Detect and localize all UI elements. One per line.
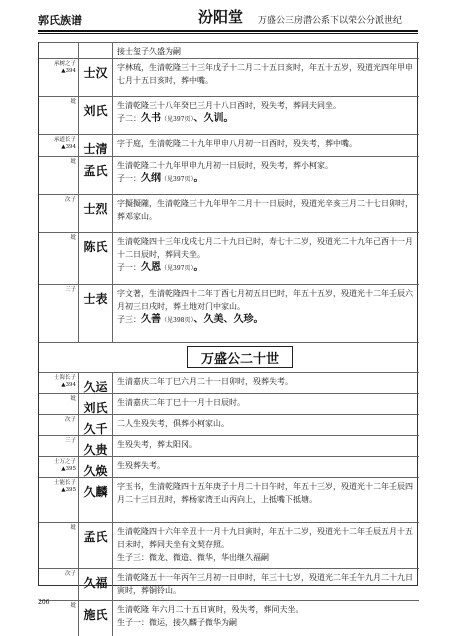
biography-text: 生清乾隆二十九年甲申九月初一日辰时，殁失考，葬小柯家。 [117, 161, 333, 170]
table-row [39, 156, 419, 194]
sons-line [117, 172, 415, 186]
biography-cell [117, 287, 415, 327]
table-row [39, 522, 419, 568]
table-row [39, 58, 419, 96]
biography-cell [117, 235, 415, 275]
header-rule-thin [38, 33, 418, 34]
table-row [39, 477, 419, 522]
biography-text: 字擬擬隴，生清乾隆三十九年甲午二月十一日辰时，殁道光辛亥三月二十七日卯时，葬邓家山。 [117, 199, 413, 221]
person-name: 孟氏 [79, 157, 113, 194]
page-reference: （见397页） [161, 176, 194, 183]
biography-cell [117, 45, 415, 58]
person-name [79, 43, 113, 58]
son-name-more: 、久美、久珍。 [193, 314, 264, 325]
table-row [39, 435, 419, 456]
biography-text: 生清乾隆 年六月二十五日寅时，殁失考，葬同夫坐。 [117, 605, 304, 614]
biography-cell [117, 375, 415, 388]
biography-text: 生清乾隆四十六年辛丑十一月十九日寅时，年五十二岁，殁道光十二年壬辰五月十五日未时，葬同夫坐有文契存照。 [117, 527, 413, 549]
header-rule [38, 30, 418, 32]
person-name: 陈氏 [79, 233, 113, 284]
sons-line [117, 313, 415, 327]
biography-cell [117, 438, 415, 451]
generation-banner: 万盛公二十世 [187, 346, 293, 368]
table-row [39, 372, 419, 393]
biography-cell [117, 603, 415, 629]
person-name: 士清 [79, 135, 113, 156]
relation-cell: 士能长子▲395 [39, 478, 79, 522]
biography-text: 生清乾隆三十八年癸巳三月十八日酉时，殁失考，葬同夫同坐。 [117, 101, 341, 110]
table-row [39, 134, 419, 156]
branch-subtitle: 万盛公三房潜公系下以荣公分派世纪 [258, 16, 403, 26]
relation-cell: 妣 [39, 601, 79, 636]
relation-cell: 妣 [39, 157, 79, 194]
table-row [39, 414, 419, 435]
son-name-more: 、久训。 [193, 113, 234, 124]
son-names-plain: 微龙、微造、微华，华出继久福嗣 [149, 553, 269, 562]
genealogy-title: 郭氏族谱 [38, 14, 82, 27]
relation-cell: 妣 [39, 97, 79, 134]
sons-line [117, 551, 415, 564]
biography-text: 字于庭，生清乾隆二十九年甲申八月初一日酉时，殁失考，葬中嘴。 [117, 139, 357, 148]
relation-cell: 妣 [39, 523, 79, 568]
sons-prefix: 生子一： [117, 618, 149, 627]
person-name: 久福 [79, 569, 113, 600]
sons-prefix: 子二： [117, 114, 141, 123]
biography-cell [117, 525, 415, 564]
biography-text: 二人生殁失考，俱葬小柯家山。 [117, 419, 229, 428]
person-name: 刘氏 [79, 97, 113, 134]
biography-cell [117, 61, 415, 87]
table-row [39, 456, 419, 477]
son-name-more: 。 [193, 173, 204, 184]
biography-cell [117, 459, 415, 472]
son-names-plain: 微运，接久麟子微华为嗣 [149, 618, 237, 627]
relation-cell: 士万之子▲395 [39, 457, 79, 477]
sons-prefix: 子一： [117, 263, 141, 272]
biography-text: 生清嘉庆二年丁巳六月二十一日卯时，殁葬失考。 [117, 377, 293, 386]
biography-text: 字林琉，生清乾隆三十三年戊子十二月二十五日亥时，年五十五岁，殁道光四年甲申七月十五日亥时，葬中嘴。 [117, 63, 413, 85]
biography-text: 生殁葬失考。 [117, 461, 165, 470]
page-number: 206 [38, 599, 50, 606]
relation-cell: 妣 [39, 233, 79, 284]
biography-cell [117, 197, 415, 223]
person-name: 久运 [79, 373, 113, 393]
biography-text: 字文著，生清乾隆四十二年丁酉七月初五日巳时，年五十五岁，殁道光十二年壬辰六月初三日戌时，葬土地对门中家山。 [117, 289, 413, 311]
son-name: 久恩 [141, 262, 161, 273]
sons-prefix: 子一： [117, 174, 141, 183]
son-name: 久书 [141, 113, 161, 124]
sons-prefix: 子三： [117, 315, 141, 324]
person-name: 施氏 [79, 601, 113, 636]
table-row [39, 96, 419, 134]
biography-cell [117, 99, 415, 126]
person-name: 久麟 [79, 478, 113, 522]
relation-cell: 承道长子▲394 [39, 135, 79, 156]
biography-cell [117, 396, 415, 409]
relation-cell: 士海长子▲394 [39, 373, 79, 393]
biography-text: 生清乾隆五十一年丙午三月初一日申时，年三十七岁，殁道光二年壬午九月二十九日寅时，葬铜铃山。 [117, 573, 413, 595]
page-header [0, 0, 455, 44]
sons-prefix: 生子三： [117, 553, 149, 562]
person-name: 士烈 [79, 195, 113, 232]
relation-cell: 妣 [39, 394, 79, 414]
hall-name: 汾阳堂 [198, 8, 244, 26]
relation-cell [39, 43, 79, 58]
son-name-more: 。 [193, 262, 204, 273]
page-reference: （见397页） [161, 116, 194, 123]
biography-cell [117, 480, 415, 506]
relation-cell: 三子 [39, 436, 79, 456]
person-name: 士表 [79, 285, 113, 342]
relation-cell: 三子 [39, 285, 79, 342]
person-name: 久千 [79, 415, 113, 435]
biography-cell [117, 571, 415, 597]
sons-line [117, 261, 415, 275]
relation-cell: 次子 [39, 195, 79, 232]
son-name: 久纲 [141, 173, 161, 184]
biography-cell [117, 137, 415, 150]
biography-text: 生清嘉庆二年丁巳十一月十日辰时。 [117, 398, 245, 407]
biography-text: 生殁失考，葬太阳冈。 [117, 440, 197, 449]
table-row [39, 393, 419, 414]
relation-cell: 次子 [39, 415, 79, 435]
biography-cell [117, 417, 415, 430]
table-row [39, 42, 419, 58]
table-row [39, 232, 419, 284]
table-row [39, 284, 419, 342]
biography-text: 字玉书，生清乾隆四十五年庚子十月二十日午时，年五十三岁，殁道光十二年壬辰四月二十三日丑时，葬杨家湾王山丙向上，上抵嘴下抵塘。 [117, 482, 413, 504]
relation-cell: 次子 [39, 569, 79, 600]
table-row [39, 194, 419, 232]
person-name: 久焕 [79, 457, 113, 477]
relation-cell: 承树之子▲394 [39, 59, 79, 96]
son-name: 久善 [141, 314, 161, 325]
biography-text: 接士玺子久盛为嗣 [117, 47, 181, 56]
person-name: 久贵 [79, 436, 113, 456]
biography-text: 生清乾隆四十三年戊戌七月二十九日已时，寿七十二岁，殁道光二十九年己酉十一月十二日辰时，葬同夫坐。 [117, 237, 413, 259]
page-reference: （见397页） [161, 265, 194, 272]
page-reference: （见398页） [161, 317, 194, 324]
biography-cell [117, 159, 415, 186]
person-name: 士汉 [79, 59, 113, 96]
person-name: 孟氏 [79, 523, 113, 568]
table-row [39, 600, 419, 636]
person-name: 刘氏 [79, 394, 113, 414]
sons-line [117, 112, 415, 126]
table-row [39, 568, 419, 600]
